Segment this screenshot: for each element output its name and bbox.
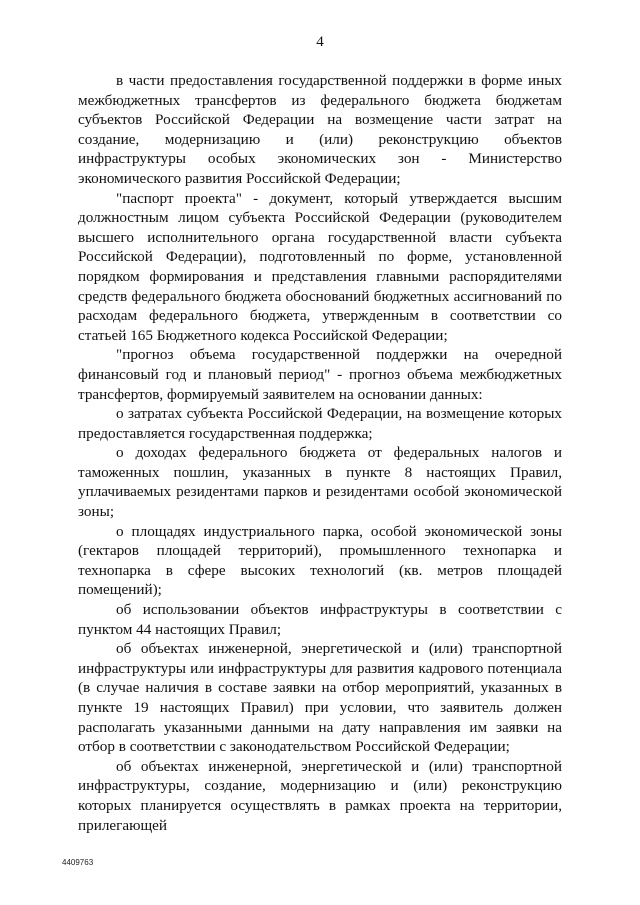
paragraph-costs: о затратах субъекта Российской Федерации, на возмещение которых предоставляется государственная поддержка; xyxy=(78,405,562,442)
paragraph-planned-objects: об объектах инженерной, энергетической и (или) транспортной инфраструктуры, создание, модернизацию и (или) реконструкцию которых планируется осуществлять в рамках проекта на территории, прилегающей xyxy=(78,757,562,834)
paragraph-infrastructure-use: об использовании объектов инфраструктуры в соответствии с пунктом 44 настоящих Правил; xyxy=(78,601,562,638)
paragraph-ministry-definition: в части предоставления государственной поддержки в форме иных межбюджетных трансфертов из федерального бюджета бюджетам субъектов Российской Федерации на возмещение части затрат на создание, модернизацию и (или) реконструкцию объектов инфраструктуры особых экономических зон - Министерство экономического развития Российской Федерации; xyxy=(78,72,562,187)
paragraph-federal-revenue: о доходах федерального бюджета от федеральных налогов и таможенных пошлин, указанных в пункте 8 настоящих Правил, уплачиваемых резидентами парков и резидентами особой экономической зоны; xyxy=(78,444,562,521)
paragraph-support-forecast: "прогноз объема государственной поддержки на очередной финансовый год и плановый период" - прогноз объема межбюджетных трансфертов, формируемый заявителем на основании данных: xyxy=(78,346,562,403)
page-number: 4 xyxy=(316,34,324,50)
paragraph-project-passport: "паспорт проекта" - документ, который утверждается высшим должностным лицом субъекта Российской Федерации (руководителем высшего исполнительного органа государственной власти субъекта Российской Федерации), подготовленный по форме, установленной порядком формирования и представления главными распорядителями средств федерального бюджета обоснований бюджетных ассигнований по расходам федерального бюджета, утвержденным в соответствии со статьей 165 Бюджетного кодекса Российской Федерации; xyxy=(78,189,562,344)
paragraph-infrastructure-objects: об объектах инженерной, энергетической и (или) транспортной инфраструктуры или инфраструктуры для развития кадрового потенциала (в случае наличия в составе заявки на отбор мероприятий, указанных в пункте 19 настоящих Правил) при условии, что заявитель должен располагать указанными данными на дату направления им заявки на отбор в соответствии с законодательством Российской Федерации; xyxy=(78,640,562,756)
document-body xyxy=(78,71,562,835)
paragraph-areas: о площадях индустриального парка, особой экономической зоны (гектаров площадей территорий), промышленного технопарка и технопарка в сфере высоких технологий (кв. метров площадей помещений); xyxy=(78,522,562,599)
document-code: 4409763 xyxy=(62,858,94,867)
